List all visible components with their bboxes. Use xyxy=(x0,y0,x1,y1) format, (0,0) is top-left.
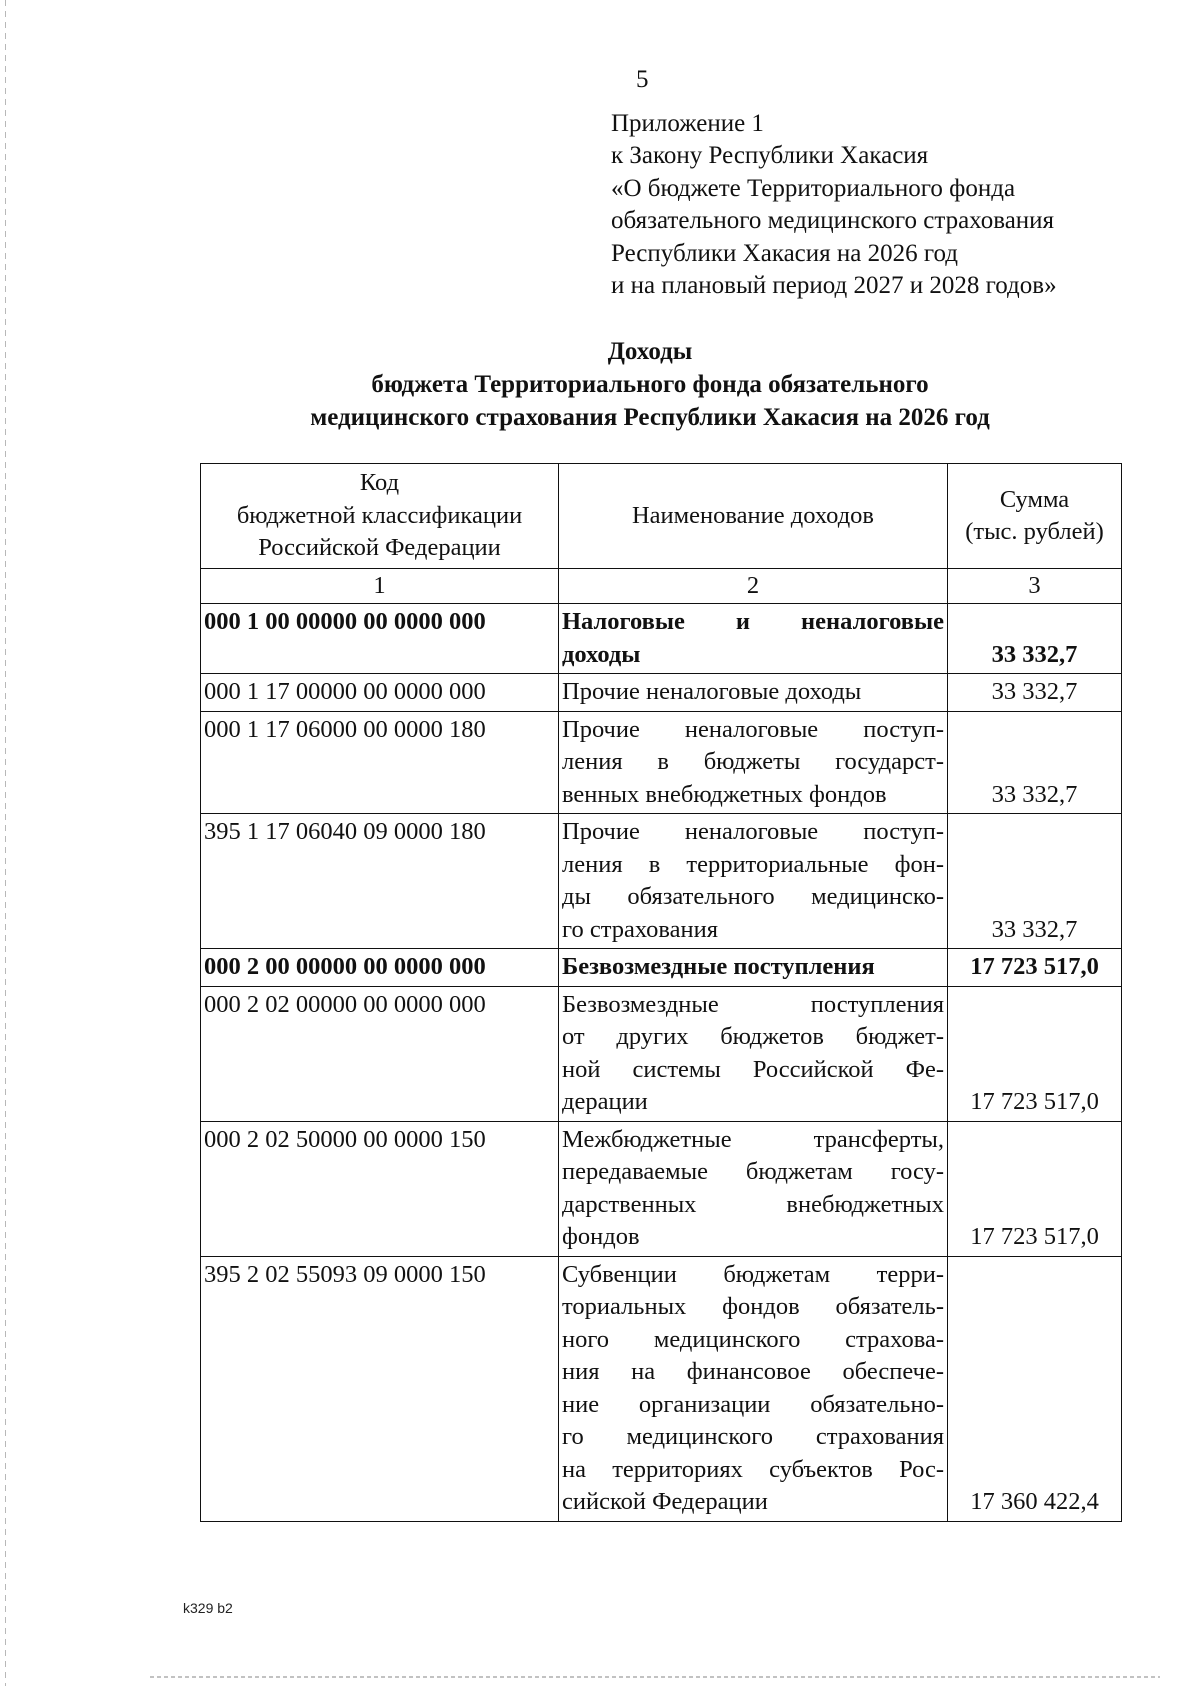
revenue-name-line: ления в территориальные фон- xyxy=(562,850,944,878)
document-title xyxy=(180,335,1120,434)
revenue-name-cell xyxy=(559,949,948,987)
annex-line: Республики Хакасия на 2026 год xyxy=(611,239,959,267)
table-row xyxy=(201,674,1122,712)
amount-cell: 17 723 517,0 xyxy=(948,1121,1122,1256)
revenue-name-line: доходы xyxy=(562,640,641,668)
revenue-name-line: Прочие неналоговые поступ- xyxy=(562,715,944,743)
footer-code: k329 b2 xyxy=(183,1600,233,1616)
revenue-name-line: ние организации обязательно- xyxy=(562,1390,944,1418)
revenue-name-cell xyxy=(559,711,948,814)
annex-line: и на плановый период 2027 и 2028 годов» xyxy=(611,272,1057,300)
table-row xyxy=(201,1256,1122,1521)
column-numbers-row xyxy=(201,569,1122,604)
budget-code-cell: 395 2 02 55093 09 0000 150 xyxy=(201,1256,559,1521)
revenue-name-line: ния на финансовое обеспече- xyxy=(562,1358,944,1385)
revenue-name-cell xyxy=(559,604,948,674)
amount-cell: 17 723 517,0 xyxy=(948,986,1122,1121)
budget-code-cell: 000 1 17 00000 00 0000 000 xyxy=(201,674,559,712)
budget-code-cell: 395 1 17 06040 09 0000 180 xyxy=(201,814,559,949)
title-line: Доходы xyxy=(607,338,693,365)
revenue-name-line: на территориях субъектов Рос- xyxy=(562,1455,944,1483)
amount-cell: 33 332,7 xyxy=(948,674,1122,712)
revenue-name-line: дарственных внебюджетных xyxy=(562,1190,944,1218)
amount-cell: 33 332,7 xyxy=(948,814,1122,949)
revenue-name-line: ды обязательного медицинско- xyxy=(562,883,944,910)
revenue-name-cell xyxy=(559,1256,948,1521)
title-line: медицинского страхования Республики Хакасия на 2026 год xyxy=(310,404,990,431)
revenue-name-line: ной системы Российской Фе- xyxy=(562,1055,944,1083)
header-code-line: Российской Федерации xyxy=(258,534,501,562)
header-amount-line: Сумма xyxy=(999,485,1070,513)
amount-cell: 33 332,7 xyxy=(948,604,1122,674)
header-code-line: Код xyxy=(359,469,400,497)
table-row xyxy=(201,814,1122,949)
revenue-name-cell xyxy=(559,1121,948,1256)
annex-header xyxy=(611,108,1057,302)
table-header-row xyxy=(201,464,1122,569)
amount-cell: 17 360 422,4 xyxy=(948,1256,1122,1521)
header-name xyxy=(559,464,948,569)
amount-cell: 17 723 517,0 xyxy=(948,949,1122,987)
table-row xyxy=(201,949,1122,987)
revenue-name-line: го страхования xyxy=(562,915,718,943)
header-code xyxy=(201,464,559,569)
scan-edge-bottom xyxy=(150,1676,1160,1678)
table-row xyxy=(201,986,1122,1121)
revenue-name-line: Межбюджетные трансферты, xyxy=(562,1125,944,1153)
revenue-name-line: го медицинского страхования xyxy=(562,1423,944,1450)
annex-line: обязательного медицинского страхования xyxy=(611,207,1055,235)
title-line: бюджета Территориального фонда обязательного xyxy=(371,371,929,398)
revenue-name-cell xyxy=(559,986,948,1121)
revenue-name-line: Безвозмездные поступления xyxy=(562,953,875,980)
budget-code-cell: 000 1 17 06000 00 0000 180 xyxy=(201,711,559,814)
column-number: 3 xyxy=(948,569,1122,604)
header-name-line: Наименование доходов xyxy=(631,501,874,529)
revenue-name-line: Субвенции бюджетам терри- xyxy=(562,1260,944,1288)
budget-code-cell: 000 1 00 00000 00 0000 000 xyxy=(201,604,559,674)
amount-cell: 33 332,7 xyxy=(948,711,1122,814)
annex-line: Приложение 1 xyxy=(611,110,764,137)
revenue-name-cell xyxy=(559,674,948,712)
column-number: 1 xyxy=(201,569,559,604)
table-row xyxy=(201,604,1122,674)
table-row xyxy=(201,711,1122,814)
revenue-name-cell xyxy=(559,814,948,949)
revenue-name-line: передаваемые бюджетам госу- xyxy=(562,1158,944,1185)
budget-code-cell: 000 2 02 50000 00 0000 150 xyxy=(201,1121,559,1256)
budget-code-cell: 000 2 02 00000 00 0000 000 xyxy=(201,986,559,1121)
revenue-name-line: Прочие неналоговые доходы xyxy=(562,678,862,705)
revenue-name-line: фондов xyxy=(562,1223,640,1250)
revenue-name-line: ного медицинского страхова- xyxy=(562,1325,944,1353)
revenue-name-line: венных внебюджетных фондов xyxy=(562,780,887,808)
revenue-table xyxy=(200,463,1122,1522)
revenue-name-line: ления в бюджеты государст- xyxy=(562,748,944,775)
header-code-line: бюджетной классификации xyxy=(236,501,523,529)
annex-line: «О бюджете Территориального фонда xyxy=(611,174,1016,202)
revenue-name-line: Налоговые и неналоговые xyxy=(562,608,944,635)
revenue-name-line: ториальных фондов обязатель- xyxy=(562,1293,944,1320)
revenue-name-line: дерации xyxy=(562,1088,648,1115)
page-number: 5 xyxy=(636,66,649,93)
column-number: 2 xyxy=(559,569,948,604)
revenue-name-line: Прочие неналоговые поступ- xyxy=(562,818,944,845)
table-row xyxy=(201,1121,1122,1256)
revenue-name-line: Безвозмездные поступления xyxy=(562,990,944,1018)
header-amount-line: (тыс. рублей) xyxy=(965,518,1104,545)
revenue-name-line: от других бюджетов бюджет- xyxy=(562,1023,944,1050)
scan-edge-left xyxy=(5,0,6,1686)
revenue-name-line: сийской Федерации xyxy=(562,1488,768,1515)
header-amount xyxy=(948,464,1122,569)
annex-line: к Закону Республики Хакасия xyxy=(611,142,929,170)
budget-code-cell: 000 2 00 00000 00 0000 000 xyxy=(201,949,559,987)
